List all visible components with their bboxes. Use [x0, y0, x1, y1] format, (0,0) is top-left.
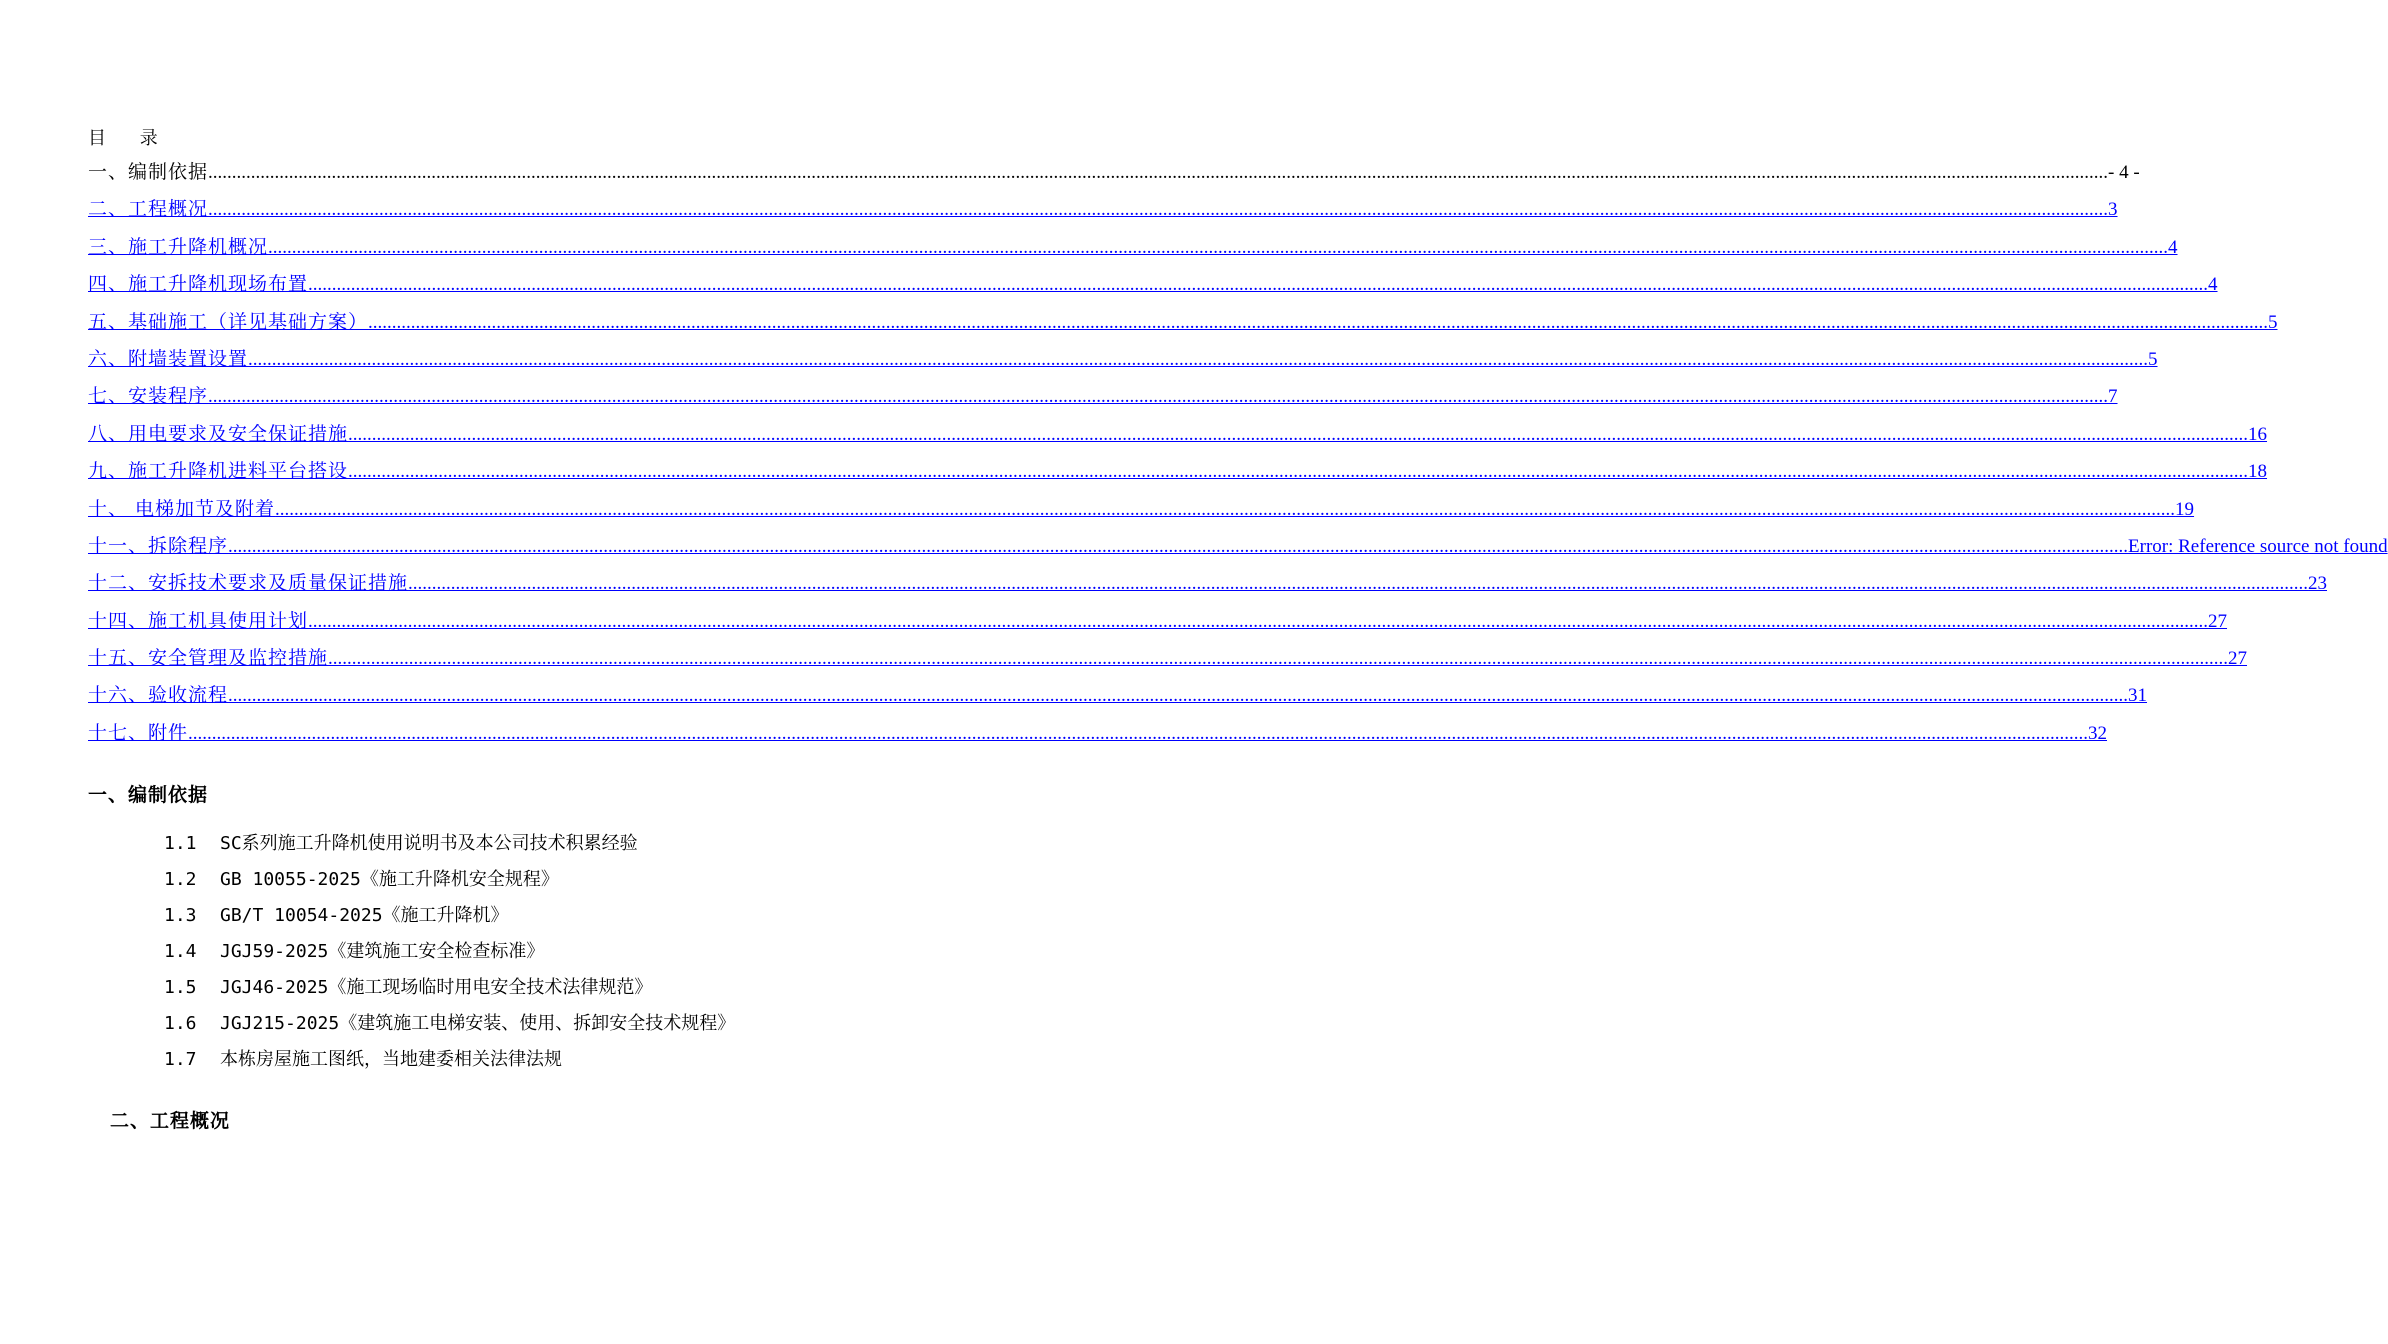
toc-entry[interactable]: [88, 453, 2268, 490]
toc-entry[interactable]: [88, 266, 2218, 303]
toc-entry-page: 4: [2168, 236, 2178, 258]
toc-entry-page: 7: [2108, 386, 2118, 408]
toc-entry-label: 三、施工升降机概况: [88, 235, 269, 258]
toc-entry[interactable]: [88, 191, 2118, 228]
toc-entry[interactable]: [88, 528, 2388, 565]
reference-text: GB 10055-2025《施工升降机安全规程》: [220, 869, 559, 890]
reference-item: [164, 1006, 735, 1042]
toc-entry-label: 四、施工升降机现场布置: [88, 273, 309, 296]
toc-entry-page: 5: [2268, 311, 2278, 333]
toc-entry-label: 五、基础施工（详见基础方案）: [88, 310, 369, 333]
section-title-basis: 一、编制依据: [88, 784, 209, 806]
toc-entry-page: 19: [2175, 498, 2195, 520]
reference-number: 1.1: [164, 833, 197, 854]
reference-text: JGJ59-2025《建筑施工安全检查标准》: [220, 941, 545, 962]
toc-entry-page: 18: [2248, 461, 2268, 483]
toc-entry[interactable]: [88, 229, 2178, 266]
toc-entry-page: - 4 -: [2108, 162, 2140, 183]
toc-heading: 目 录: [88, 128, 172, 149]
reference-number: 1.6: [164, 1013, 197, 1034]
toc-entry-page: 23: [2308, 573, 2328, 595]
toc-entry-label: 一、编制依据: [88, 161, 209, 183]
reference-item: [164, 934, 735, 970]
toc-entry-label: 十一、拆除程序: [88, 534, 229, 557]
toc-leader-dots: ................................................................................................................................................................................................................................................................................................................................................................................................................: [208, 162, 2109, 183]
toc-entry-page: 3: [2108, 199, 2118, 221]
toc-leader-dots: ................................................................................................................................................................................................................................................................................................................................................................................................................: [368, 311, 2269, 333]
toc-entry-page: 27: [2208, 610, 2228, 632]
toc-entry-page: 32: [2088, 722, 2108, 744]
toc-entry[interactable]: [88, 603, 2228, 640]
toc-entry-label: 十七、附件: [88, 721, 189, 744]
reference-number: 1.5: [164, 977, 197, 998]
toc-leader-dots: ................................................................................................................................................................................................................................................................................................................................................................................................................: [208, 199, 2109, 221]
toc-entry[interactable]: [88, 640, 2248, 677]
reference-item: [164, 898, 735, 934]
toc-entry[interactable]: [88, 378, 2118, 415]
reference-text: GB/T 10054-2025《施工升降机》: [220, 905, 509, 926]
toc-entry-page: Error: Reference source not found: [2128, 535, 2388, 557]
reference-item: [164, 862, 735, 898]
toc-leader-dots: ................................................................................................................................................................................................................................................................................................................................................................................................................: [328, 648, 2229, 670]
toc-entry-label: 十四、施工机具使用计划: [88, 609, 309, 632]
toc-entry[interactable]: [88, 565, 2328, 602]
toc-entry-label: 八、用电要求及安全保证措施: [88, 422, 349, 445]
toc-leader-dots: ................................................................................................................................................................................................................................................................................................................................................................................................................: [408, 573, 2309, 595]
toc-entry-page: 5: [2148, 348, 2158, 370]
reference-number: 1.7: [164, 1049, 197, 1070]
reference-text: JGJ46-2025《施工现场临时用电安全技术法律规范》: [220, 977, 653, 998]
toc-entry[interactable]: [88, 677, 2148, 714]
reference-list: [164, 826, 735, 1078]
reference-number: 1.3: [164, 905, 197, 926]
toc-entry-label: 六、附墙装置设置: [88, 347, 249, 370]
section-title-overview: 二、工程概况: [110, 1110, 231, 1132]
toc-entry-label: 十、 电梯加节及附着: [88, 497, 276, 520]
toc-entry-label: 十二、安拆技术要求及质量保证措施: [88, 572, 409, 595]
reference-number: 1.4: [164, 941, 197, 962]
reference-text: JGJ215-2025《建筑施工电梯安装、使用、拆卸安全技术规程》: [220, 1013, 736, 1034]
toc-entry-page: 31: [2128, 685, 2148, 707]
toc-leader-dots: ................................................................................................................................................................................................................................................................................................................................................................................................................: [308, 610, 2209, 632]
reference-number: 1.2: [164, 869, 197, 890]
toc-entry-page: 16: [2248, 423, 2268, 445]
toc-leader-dots: ................................................................................................................................................................................................................................................................................................................................................................................................................: [228, 535, 2129, 557]
toc-entry-label: 二、工程概况: [88, 198, 209, 221]
toc-entry-label: 十五、安全管理及监控措施: [88, 647, 329, 670]
reference-item: [164, 970, 735, 1006]
reference-item: [164, 1042, 735, 1078]
toc-leader-dots: ................................................................................................................................................................................................................................................................................................................................................................................................................: [188, 722, 2089, 744]
toc-entry-label: 九、施工升降机进料平台搭设: [88, 460, 349, 483]
toc-entry-page: 4: [2208, 274, 2218, 296]
toc-entry-label: 十六、验收流程: [88, 684, 229, 707]
toc-leader-dots: ................................................................................................................................................................................................................................................................................................................................................................................................................: [308, 274, 2209, 296]
toc-entry[interactable]: [88, 491, 2195, 528]
toc-leader-dots: ................................................................................................................................................................................................................................................................................................................................................................................................................: [228, 685, 2129, 707]
toc-entry-page: 27: [2228, 648, 2248, 670]
toc-entry[interactable]: [88, 304, 2278, 341]
toc-entry[interactable]: [88, 715, 2108, 752]
reference-item: [164, 826, 735, 862]
toc-leader-dots: ................................................................................................................................................................................................................................................................................................................................................................................................................: [275, 498, 2176, 520]
toc-leader-dots: ................................................................................................................................................................................................................................................................................................................................................................................................................: [248, 348, 2149, 370]
toc-entry[interactable]: [88, 416, 2268, 453]
toc-leader-dots: ................................................................................................................................................................................................................................................................................................................................................................................................................: [348, 461, 2249, 483]
toc-leader-dots: ................................................................................................................................................................................................................................................................................................................................................................................................................: [348, 423, 2249, 445]
toc-leader-dots: ................................................................................................................................................................................................................................................................................................................................................................................................................: [208, 386, 2109, 408]
reference-text: 本栋房屋施工图纸，当地建委相关法律法规: [220, 1049, 562, 1070]
toc-entry[interactable]: [88, 154, 2140, 191]
table-of-contents: [88, 154, 2388, 752]
toc-leader-dots: ................................................................................................................................................................................................................................................................................................................................................................................................................: [268, 236, 2169, 258]
toc-entry-label: 七、安装程序: [88, 385, 209, 408]
reference-text: SC系列施工升降机使用说明书及本公司技术积累经验: [220, 833, 638, 854]
toc-entry[interactable]: [88, 341, 2158, 378]
